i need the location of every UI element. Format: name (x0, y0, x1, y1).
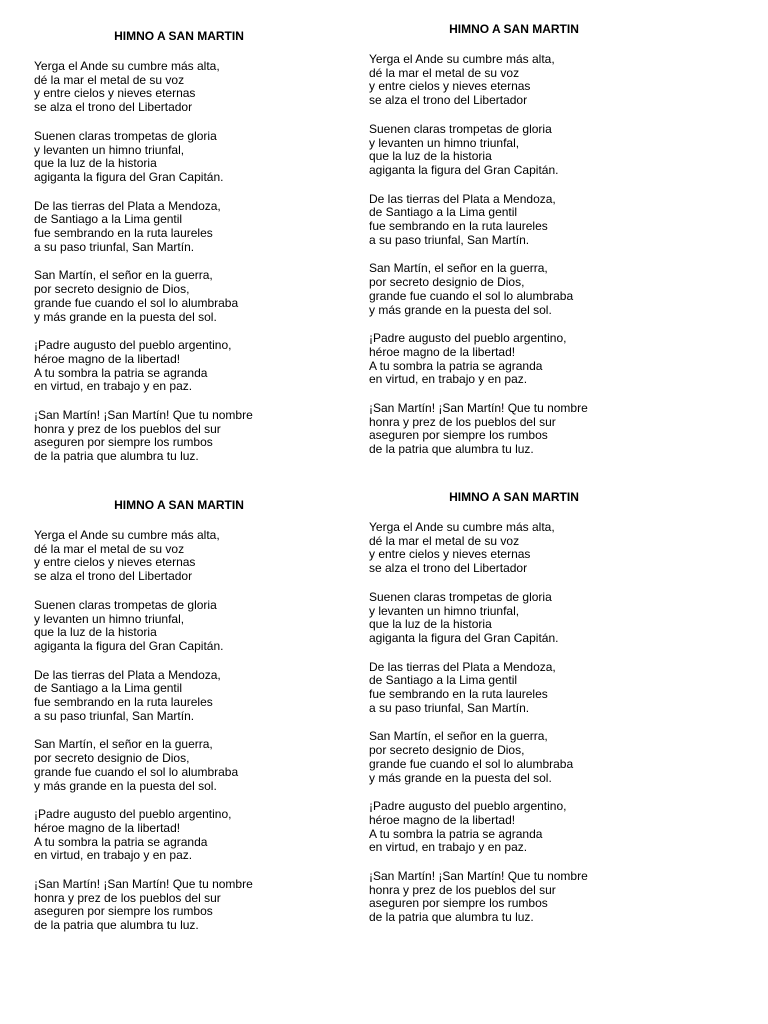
verse-line: ¡San Martín! ¡San Martín! Que tu nombre (34, 408, 253, 423)
verse-line: en virtud, en trabajo y en paz. (369, 840, 528, 855)
verse-line: y más grande en la puesta del sol. (34, 778, 217, 793)
verse-line: y levanten un himno triunfal, (369, 603, 520, 618)
verse-line: a su paso triunfal, San Martín. (369, 700, 530, 715)
stanza-3 (34, 669, 334, 724)
verse-line: y más grande en la puesta del sol. (34, 309, 217, 324)
verse-line: agiganta la figura del Gran Capitán. (34, 169, 224, 184)
verse-line: dé la mar el metal de su voz (369, 65, 520, 80)
verse-line: grande fue cuando el sol lo alumbraba (34, 764, 239, 779)
verse-line: se alza el trono del Libertador (34, 100, 193, 115)
verse-line: Yerga el Ande su cumbre más alta, (369, 520, 555, 534)
verse-line: ¡Padre augusto del pueblo argentino, (369, 331, 567, 346)
verse-line: Yerga el Ande su cumbre más alta, (369, 52, 555, 66)
verse-line: aseguren por siempre los rumbos (34, 435, 213, 450)
verse-line: y levanten un himno triunfal, (34, 142, 185, 157)
verse-line: San Martín, el señor en la guerra, (369, 729, 548, 744)
hymn-copy-top-left (34, 29, 334, 479)
stanza-1 (369, 521, 669, 576)
verse-line: y entre cielos y nieves eternas (34, 555, 196, 570)
verse-line: dé la mar el metal de su voz (34, 72, 185, 87)
verse-line: héroe magno de la libertad! (369, 344, 516, 359)
stanza-3 (369, 193, 669, 248)
hymn-title: HIMNO A SAN MARTIN (449, 22, 579, 36)
verse-line: dé la mar el metal de su voz (369, 533, 520, 548)
verse-line: a su paso triunfal, San Martín. (369, 232, 530, 247)
verse-line: y levanten un himno triunfal, (34, 611, 185, 626)
verse-line: ¡San Martín! ¡San Martín! Que tu nombre (369, 401, 588, 416)
verse-line: Suenen claras trompetas de gloria (369, 589, 552, 604)
verse-line: héroe magno de la libertad! (34, 820, 181, 835)
verse-line: aseguren por siempre los rumbos (369, 428, 548, 443)
verse-line: honra y prez de los pueblos del sur (34, 890, 221, 905)
verse-line: y más grande en la puesta del sol. (369, 770, 552, 785)
verse-line: De las tierras del Plata a Mendoza, (34, 667, 221, 682)
verse-line: se alza el trono del Libertador (34, 569, 193, 584)
verse-line: por secreto designio de Dios, (34, 282, 190, 297)
stanza-1 (369, 53, 669, 108)
verse-line: y más grande en la puesta del sol. (369, 302, 552, 317)
verse-line: fue sembrando en la ruta laureles (369, 687, 548, 702)
verse-line: honra y prez de los pueblos del sur (34, 421, 221, 436)
verse-line: ¡Padre augusto del pueblo argentino, (34, 807, 232, 822)
stanza-2 (369, 123, 669, 178)
verse-line: de la patria que alumbra tu luz. (34, 449, 199, 464)
verse-line: de Santiago a la Lima gentil (34, 212, 183, 227)
verse-line: por secreto designio de Dios, (369, 743, 525, 758)
verse-line: agiganta la figura del Gran Capitán. (34, 638, 224, 653)
hymn-copy-bottom-left (34, 498, 334, 948)
verse-line: y entre cielos y nieves eternas (369, 79, 531, 94)
verse-line: por secreto designio de Dios, (369, 275, 525, 290)
hymn-title: HIMNO A SAN MARTIN (449, 490, 579, 504)
stanza-2 (369, 591, 669, 646)
verse-line: de Santiago a la Lima gentil (34, 681, 183, 696)
stanza-4 (369, 730, 669, 785)
verse-line: que la luz de la historia (369, 617, 492, 632)
verse-line: en virtud, en trabajo y en paz. (369, 372, 528, 387)
stanza-5 (369, 332, 669, 387)
stanza-6 (34, 878, 334, 933)
stanza-6 (369, 870, 669, 925)
verse-line: a su paso triunfal, San Martín. (34, 239, 195, 254)
verse-line: héroe magno de la libertad! (34, 351, 181, 366)
verse-line: honra y prez de los pueblos del sur (369, 414, 556, 429)
verse-line: honra y prez de los pueblos del sur (369, 882, 556, 897)
verse-line: San Martín, el señor en la guerra, (34, 737, 213, 752)
verse-line: fue sembrando en la ruta laureles (34, 695, 213, 710)
verse-line: de Santiago a la Lima gentil (369, 205, 518, 220)
stanza-1 (34, 60, 334, 115)
stanza-4 (369, 262, 669, 317)
verse-line: que la luz de la historia (34, 156, 157, 171)
verse-line: que la luz de la historia (34, 625, 157, 640)
verse-line: De las tierras del Plata a Mendoza, (369, 659, 556, 674)
verse-line: de la patria que alumbra tu luz. (34, 918, 199, 933)
verse-line: y entre cielos y nieves eternas (369, 547, 531, 562)
verse-line: en virtud, en trabajo y en paz. (34, 848, 193, 863)
stanza-1 (34, 529, 334, 584)
verse-line: San Martín, el señor en la guerra, (369, 261, 548, 276)
verse-line: A tu sombra la patria se agranda (34, 834, 208, 849)
verse-line: de la patria que alumbra tu luz. (369, 910, 534, 925)
verse-line: de la patria que alumbra tu luz. (369, 442, 534, 457)
verse-line: agiganta la figura del Gran Capitán. (369, 162, 559, 177)
verse-line: por secreto designio de Dios, (34, 751, 190, 766)
stanza-5 (34, 339, 334, 394)
hymn-copy-bottom-right (369, 490, 669, 940)
verse-line: Yerga el Ande su cumbre más alta, (34, 59, 220, 73)
verse-line: ¡Padre augusto del pueblo argentino, (369, 799, 567, 814)
verse-line: fue sembrando en la ruta laureles (34, 226, 213, 241)
stanza-2 (34, 599, 334, 654)
verse-line: De las tierras del Plata a Mendoza, (369, 191, 556, 206)
verse-line: a su paso triunfal, San Martín. (34, 708, 195, 723)
verse-line: en virtud, en trabajo y en paz. (34, 379, 193, 394)
stanza-6 (34, 409, 334, 464)
verse-line: aseguren por siempre los rumbos (369, 896, 548, 911)
stanza-5 (369, 800, 669, 855)
verse-line: A tu sombra la patria se agranda (369, 358, 543, 373)
stanza-5 (34, 808, 334, 863)
verse-line: de Santiago a la Lima gentil (369, 673, 518, 688)
verse-line: grande fue cuando el sol lo alumbraba (369, 288, 574, 303)
verse-line: dé la mar el metal de su voz (34, 541, 185, 556)
verse-line: se alza el trono del Libertador (369, 561, 528, 576)
verse-line: y entre cielos y nieves eternas (34, 86, 196, 101)
verse-line: que la luz de la historia (369, 149, 492, 164)
verse-line: ¡San Martín! ¡San Martín! Que tu nombre (34, 877, 253, 892)
verse-line: aseguren por siempre los rumbos (34, 904, 213, 919)
stanza-4 (34, 738, 334, 793)
verse-line: agiganta la figura del Gran Capitán. (369, 630, 559, 645)
hymn-title: HIMNO A SAN MARTIN (114, 498, 244, 512)
verse-line: San Martín, el señor en la guerra, (34, 268, 213, 283)
stanza-2 (34, 130, 334, 185)
stanza-4 (34, 269, 334, 324)
verse-line: De las tierras del Plata a Mendoza, (34, 198, 221, 213)
verse-line: ¡Padre augusto del pueblo argentino, (34, 338, 232, 353)
verse-line: fue sembrando en la ruta laureles (369, 219, 548, 234)
verse-line: grande fue cuando el sol lo alumbraba (34, 295, 239, 310)
verse-line: A tu sombra la patria se agranda (34, 365, 208, 380)
verse-line: héroe magno de la libertad! (369, 812, 516, 827)
stanza-3 (369, 661, 669, 716)
verse-line: Suenen claras trompetas de gloria (369, 121, 552, 136)
verse-line: se alza el trono del Libertador (369, 93, 528, 108)
verse-line: ¡San Martín! ¡San Martín! Que tu nombre (369, 869, 588, 884)
verse-line: Suenen claras trompetas de gloria (34, 597, 217, 612)
stanza-3 (34, 200, 334, 255)
verse-line: Suenen claras trompetas de gloria (34, 128, 217, 143)
stanza-6 (369, 402, 669, 457)
verse-line: y levanten un himno triunfal, (369, 135, 520, 150)
verse-line: Yerga el Ande su cumbre más alta, (34, 528, 220, 542)
hymn-title: HIMNO A SAN MARTIN (114, 29, 244, 43)
verse-line: A tu sombra la patria se agranda (369, 826, 543, 841)
verse-line: grande fue cuando el sol lo alumbraba (369, 756, 574, 771)
hymn-copy-top-right (369, 22, 669, 472)
